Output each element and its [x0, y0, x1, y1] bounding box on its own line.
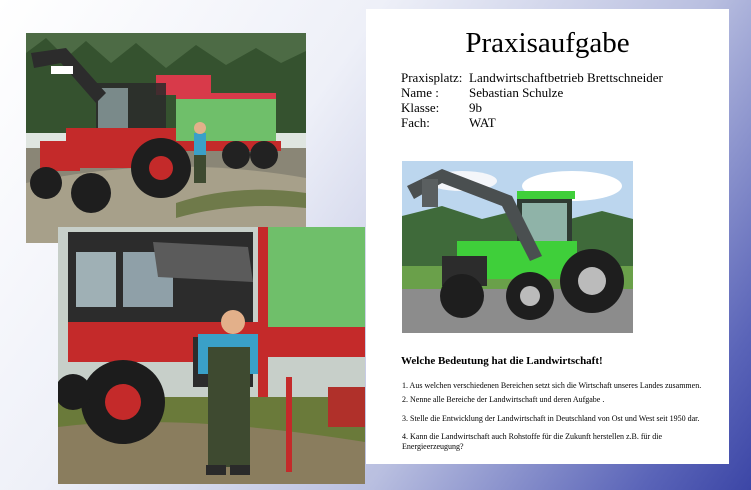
info-value: Sebastian Schulze — [469, 85, 564, 100]
info-value: 9b — [469, 100, 482, 115]
photo-green-tractor — [402, 161, 633, 333]
task-item: 4. Kann die Landwirtschaft auch Rohstoffe für die Zukunft herstellen z.B. für die Energieerzeugung? — [402, 432, 662, 451]
page-title: Praxisaufgabe — [465, 27, 630, 59]
info-label: Fach: — [401, 115, 430, 130]
task-item: 3. Stelle die Entwicklung der Landwirtschaft in Deutschland von Ost und West seit 1950 dar. — [402, 414, 700, 423]
info-row-fach — [401, 115, 496, 131]
info-value: WAT — [469, 115, 496, 130]
info-value: Landwirtschaftbetrieb Brettschneider — [469, 70, 663, 85]
task-item: 1. Aus welchen verschiedenen Bereichen setzt sich die Wirtschaft unseres Landes zusammen. — [402, 381, 702, 390]
task-item: 2. Nenne alle Bereiche der Landwirtschaft und deren Aufgabe . — [402, 395, 605, 404]
info-label: Praxisplatz: — [401, 70, 463, 85]
info-label: Name : — [401, 85, 439, 100]
question-heading: Welche Bedeutung hat die Landwirtschaft! — [401, 355, 603, 367]
info-row-name — [401, 85, 563, 101]
info-label: Klasse: — [401, 100, 440, 115]
photo-worker-by-tractor — [58, 227, 365, 484]
info-row-klasse — [401, 100, 482, 116]
info-row-praxisplatz — [401, 70, 663, 86]
worksheet — [366, 9, 729, 464]
photo-red-tractor-with-trailer — [26, 33, 306, 243]
